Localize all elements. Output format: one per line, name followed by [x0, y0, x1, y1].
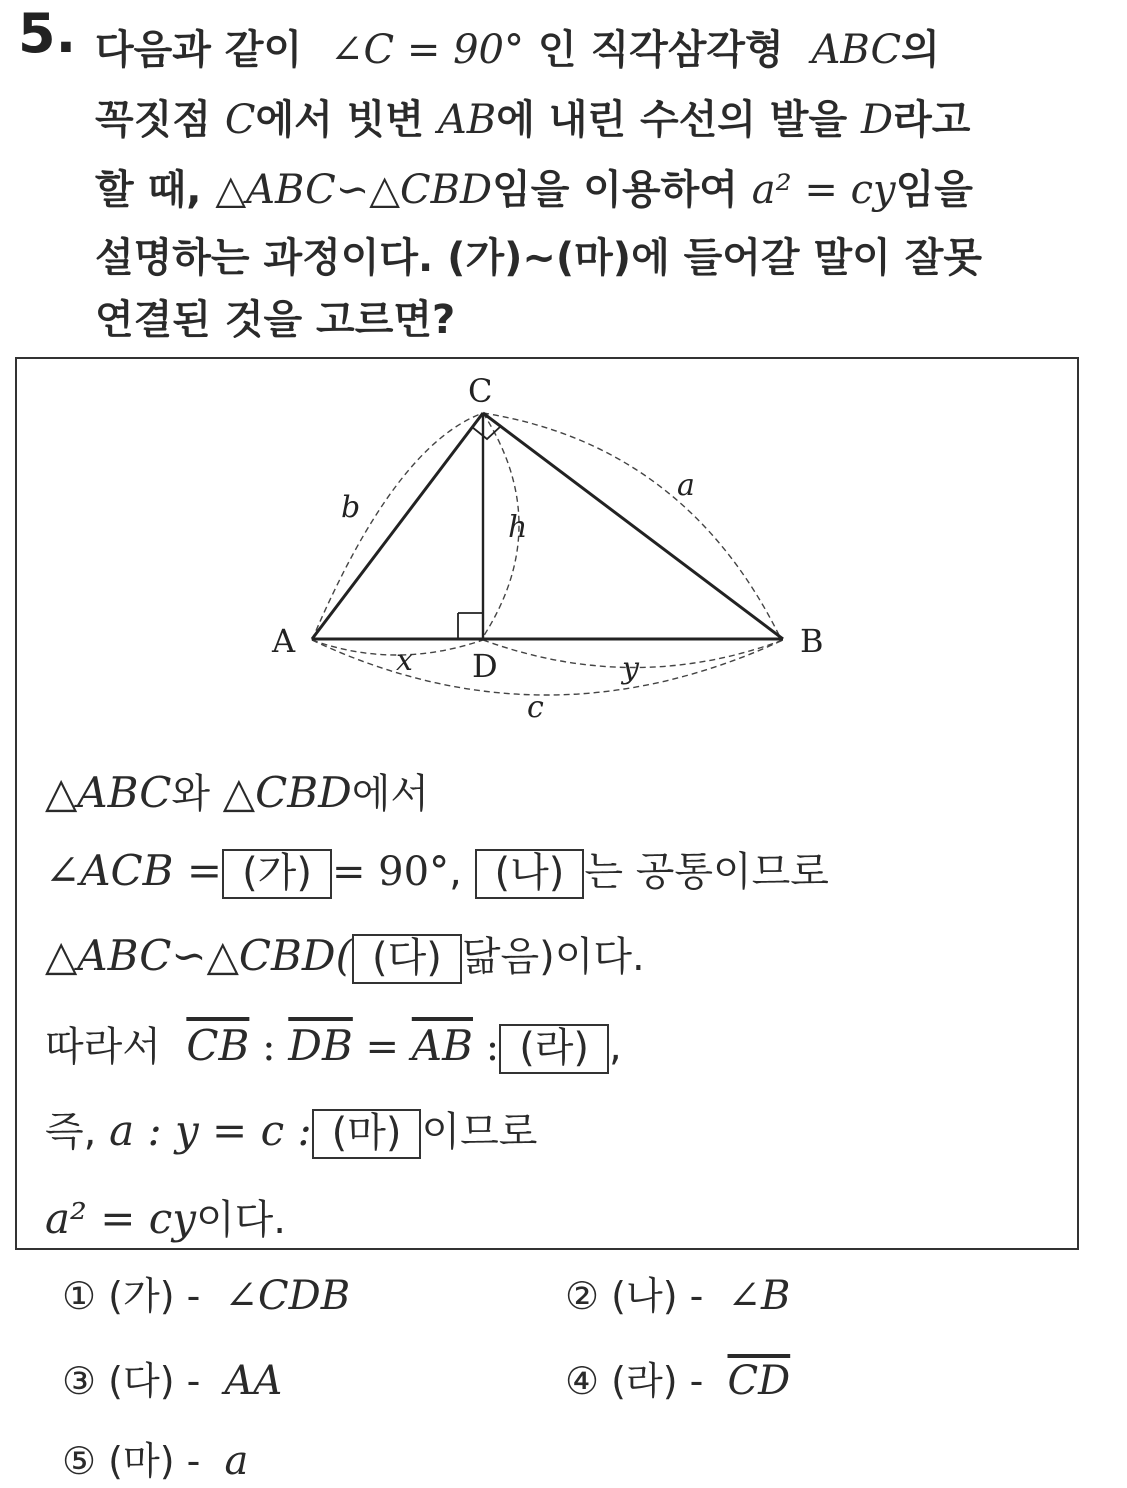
choice-4[interactable]: ④ (라) - $\overline{CD}$ — [565, 1358, 791, 1404]
label-h: h — [508, 510, 528, 545]
question-number: 5. — [18, 2, 77, 65]
side-cb — [483, 413, 783, 639]
blank-ma: (마) — [312, 1109, 422, 1159]
choice-3[interactable]: ③ (다) - AA — [62, 1358, 283, 1404]
right-angle-c — [472, 426, 501, 439]
choice-1[interactable]: ① (가) - ∠CDB — [62, 1273, 351, 1319]
question-line-3: 할 때, △ABC∽△CBD임을 이용하여 a² = cy임을 — [95, 167, 973, 213]
label-point-c: C — [468, 372, 493, 410]
proof-line-4: 따라서 $\overline{CB}$ : $\overline{DB} = \overline{AB}$ : (라) , — [45, 1015, 622, 1074]
label-point-b: B — [800, 622, 824, 660]
question-line-1: 다음과 같이 ∠C = 90° 인 직각삼각형 ABC의 — [95, 27, 940, 73]
proof-line-5: 즉, a : y = c : (마) 이므로 — [45, 1100, 537, 1159]
blank-ra: (라) — [499, 1024, 609, 1074]
blank-da: (다) — [352, 934, 462, 984]
blank-ga: (가) — [222, 849, 332, 899]
side-ac — [312, 413, 483, 639]
proof-line-3: △ABC∽△CBD( (다) 닮음)이다. — [45, 925, 645, 984]
question-line-4: 설명하는 과정이다. (가)~(마)에 들어갈 말이 잘못 — [95, 235, 982, 281]
label-b: b — [341, 490, 361, 525]
label-point-d: D — [472, 647, 498, 685]
label-a: a — [677, 468, 695, 503]
proof-line-2: ∠ACB = (가) = 90°, (나) 는 공통이므로 — [45, 840, 829, 899]
label-x: x — [396, 643, 413, 678]
choice-2[interactable]: ② (나) - ∠B — [565, 1273, 791, 1319]
triangle-figure — [255, 365, 835, 725]
label-c: c — [527, 690, 544, 725]
label-y: y — [622, 651, 639, 686]
proof-line-6: a² = cy이다. — [45, 1194, 287, 1243]
label-point-a: A — [272, 622, 296, 660]
proof-line-1: △ABC와 △CBD에서 — [45, 768, 430, 817]
question-line-2: 꼭짓점 C에서 빗변 AB에 내린 수선의 발을 D라고 — [95, 97, 971, 143]
blank-na: (나) — [475, 849, 585, 899]
choice-5[interactable]: ⑤ (마) - a — [62, 1438, 249, 1484]
arc-c — [312, 640, 783, 695]
question-line-5: 연결된 것을 고르면? — [95, 297, 456, 343]
